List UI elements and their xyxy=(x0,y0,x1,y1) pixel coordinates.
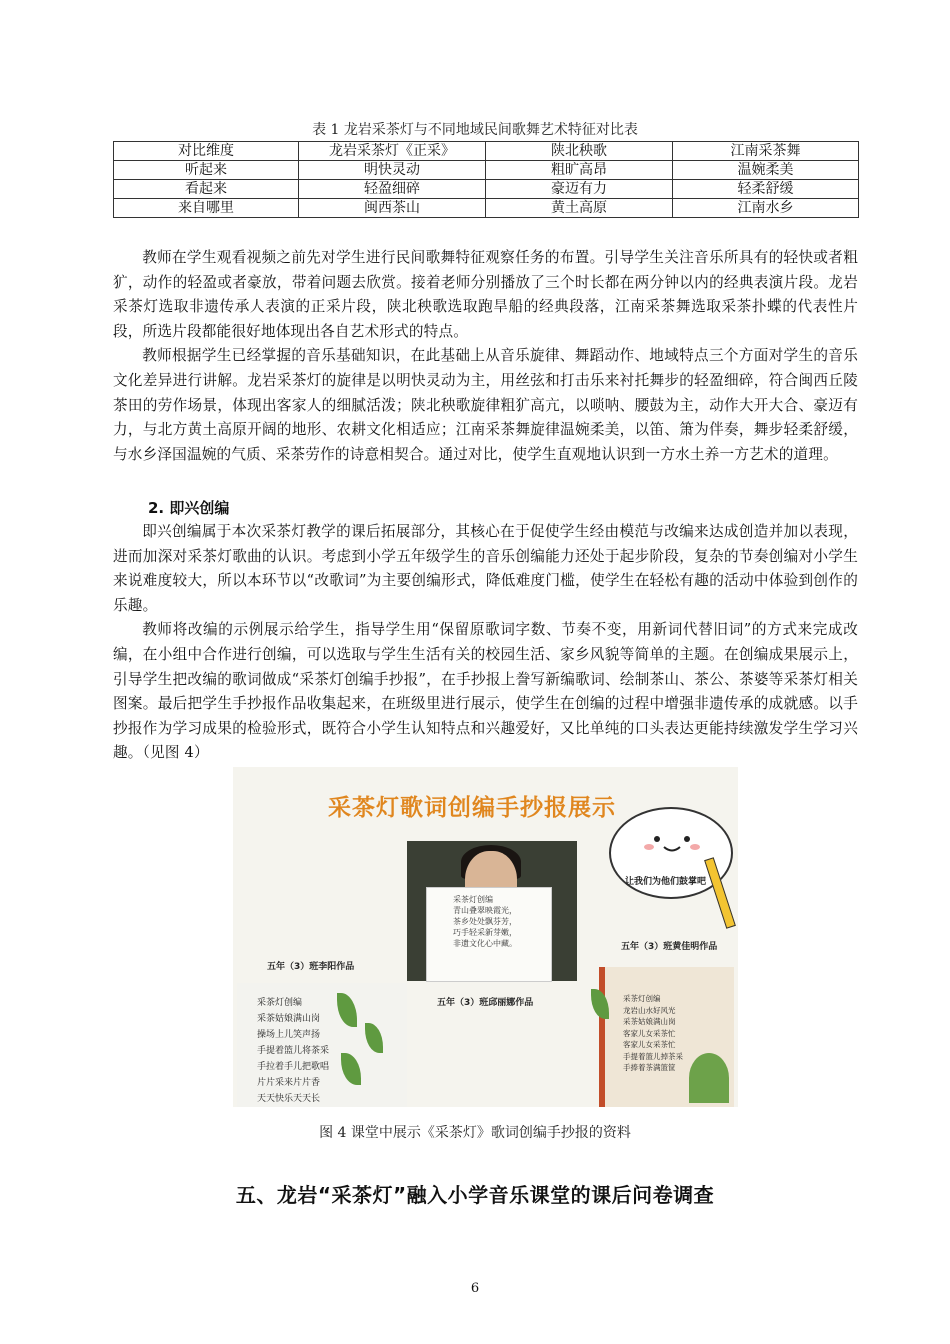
poster-line: 非遗文化心中藏。 xyxy=(453,939,517,948)
card-line: 手捧着茶满篮筐 xyxy=(623,1063,676,1072)
poster-line: 茶乡处处飘芬芳， xyxy=(453,917,517,926)
paragraph: 即兴创编属于本次采茶灯教学的课后拓展部分，其核心在于促使学生经由模范与改编来达成创造并加以表现，进而加深对采茶灯歌曲的认识。考虑到小学五年级学生的音乐创编能力还处于起步阶段，复杂的节奏创编对小学生来说难度较大，所以本环节以“改歌词”为主要创编形式，降低难度门槛，使学生在轻松有趣的活动中体验到创作的乐趣。 xyxy=(113,523,858,614)
section-heading: 五、龙岩“采茶灯”融入小学音乐课堂的课后问卷调查 xyxy=(235,1183,715,1207)
card-line: 天天快乐天天长 xyxy=(257,1094,321,1104)
label-right: 五年（3）班黄佳明作品 xyxy=(621,942,718,952)
table-cell: 黄土高原 xyxy=(486,199,673,218)
card-line: 采茶灯创编 xyxy=(623,994,661,1003)
table-cell: 明快灵动 xyxy=(299,161,486,180)
comparison-table xyxy=(113,141,859,218)
paragraph: 教师在学生观看视频之前先对学生进行民间歌舞特征观察任务的布置。引导学生关注音乐所具有的轻快或者粗犷，动作的轻盈或者豪放，带着问题去欣赏。接着老师分别播放了三个时长都在两分钟以内的经典表演片段。龙岩采茶灯选取非遗传承人表演的正采片段，陕北秧歌选取跑旱船的经典段落，江南采茶舞选取采茶扑蝶的代表性片段，所选片段都能很好地体现出各自艺术形式的特点。 xyxy=(113,249,858,340)
card-line: 客家儿女采茶忙 xyxy=(623,1040,676,1049)
table-header-cell: 对比维度 xyxy=(114,142,299,161)
page-number: 6 xyxy=(470,1281,480,1296)
tea-hill-icon xyxy=(689,1053,729,1103)
card-line: 采茶姑娘满山岗 xyxy=(623,1017,676,1026)
figure-caption: 图 4 课堂中展示《采茶灯》歌词创编手抄报的资料 xyxy=(319,1125,631,1141)
poster-line: 青山叠翠映霞光， xyxy=(453,906,517,915)
poster-card-right xyxy=(599,967,734,1107)
poster-line: 巧手轻采新芽嫩， xyxy=(453,928,517,937)
table-cell: 轻盈细碎 xyxy=(299,180,486,199)
table-cell: 江南水乡 xyxy=(673,199,859,218)
poster-card-left xyxy=(237,983,407,1107)
card-line: 手拉着手儿把歌唱 xyxy=(257,1062,330,1072)
table-row xyxy=(114,199,859,218)
table-header-cell: 龙岩采茶灯《正采》 xyxy=(299,142,486,161)
paragraph: 教师将改编的示例展示给学生，指导学生用“保留原歌词字数、节奏不变，用新词代替旧词”的方式来完成改编，在小组中合作进行创编，可以选取与学生生活有关的校园生活、家乡风貌等简单的主题。在创编成果展示上，引导学生把改编的歌词做成“采茶灯创编手抄报”，在手抄报上誊写新编歌词、绘制茶山、茶公、茶婆等采茶灯相关图案。最后把学生手抄报作品收集起来，在班级里进行展示，使学生在创编的过程中增强非遗传承的成就感。以手抄报作为学习成果的检验形式，既符合小学生认知特点和兴趣爱好，又比单纯的口头表达更能持续激发学生学习兴趣。（见图 4） xyxy=(113,621,858,762)
table-header-cell: 江南采茶舞 xyxy=(673,142,859,161)
card-line: 采茶姑娘满山岗 xyxy=(257,1014,321,1024)
table-cell: 粗旷高昂 xyxy=(486,161,673,180)
table-cell: 豪迈有力 xyxy=(486,180,673,199)
card-line: 客家儿女采茶忙 xyxy=(623,1028,676,1038)
table-caption: 表 1 龙岩采茶灯与不同地域民间歌舞艺术特征对比表 xyxy=(312,122,638,138)
table-cell: 轻柔舒缓 xyxy=(673,180,859,199)
student-poster xyxy=(426,887,552,982)
table-row xyxy=(114,161,859,180)
table-header-row xyxy=(114,142,859,161)
poster-line: 采茶灯创编 xyxy=(453,895,493,904)
subsection-heading: 2. 即兴创编 xyxy=(148,499,230,517)
card-line: 采茶灯创编 xyxy=(257,998,303,1008)
table-cell: 看起来 xyxy=(114,180,299,199)
label-center: 五年（3）班邱丽娜作品 xyxy=(437,998,534,1008)
table-row xyxy=(114,180,859,199)
label-left: 五年（3）班李阳作品 xyxy=(267,962,355,972)
card-line: 操场上儿笑声扬 xyxy=(257,1030,321,1040)
cloud-caption: 让我们为他们鼓掌吧 xyxy=(625,877,707,887)
figure-4-image xyxy=(233,767,738,1107)
table-cell: 听起来 xyxy=(114,161,299,180)
body-text-block-2 xyxy=(113,520,858,766)
table-cell: 温婉柔美 xyxy=(673,161,859,180)
body-text-block-1 xyxy=(113,246,858,467)
card-line: 手提着篮儿掉茶采 xyxy=(623,1051,683,1061)
paragraph: 教师根据学生已经掌握的音乐基础知识，在此基础上从音乐旋律、舞蹈动作、地域特点三个方面对学生的音乐文化差异进行讲解。龙岩采茶灯的旋律是以明快灵动为主，用丝弦和打击乐来衬托舞步的轻盈细碎，符合闽西丘陵茶田的劳作场景，体现出客家人的细腻活泼；陕北秧歌旋律粗犷高亢，以唢呐、腰鼓为主，动作大开大合、豪迈有力，与北方黄土高原开阔的地形、农耕文化相适应；江南采茶舞旋律温婉柔美，以笛、箫为伴奏，舞步轻柔舒缓，与水乡泽国温婉的气质、采茶劳作的诗意相契合。通过对比，使学生直观地认识到一方水土养一方艺术的道理。 xyxy=(113,347,858,463)
card-line: 片片采来片片香 xyxy=(257,1078,321,1088)
table-cell: 闽西茶山 xyxy=(299,199,486,218)
leaf-icon xyxy=(591,989,609,1019)
table-cell: 来自哪里 xyxy=(114,199,299,218)
card-line: 手提着篮儿将茶采 xyxy=(257,1046,330,1056)
table-header-cell: 陕北秧歌 xyxy=(486,142,673,161)
figure-banner-title: 采茶灯歌词创编手抄报展示 xyxy=(328,795,616,821)
card-line: 龙岩山水好风光 xyxy=(623,1005,676,1015)
